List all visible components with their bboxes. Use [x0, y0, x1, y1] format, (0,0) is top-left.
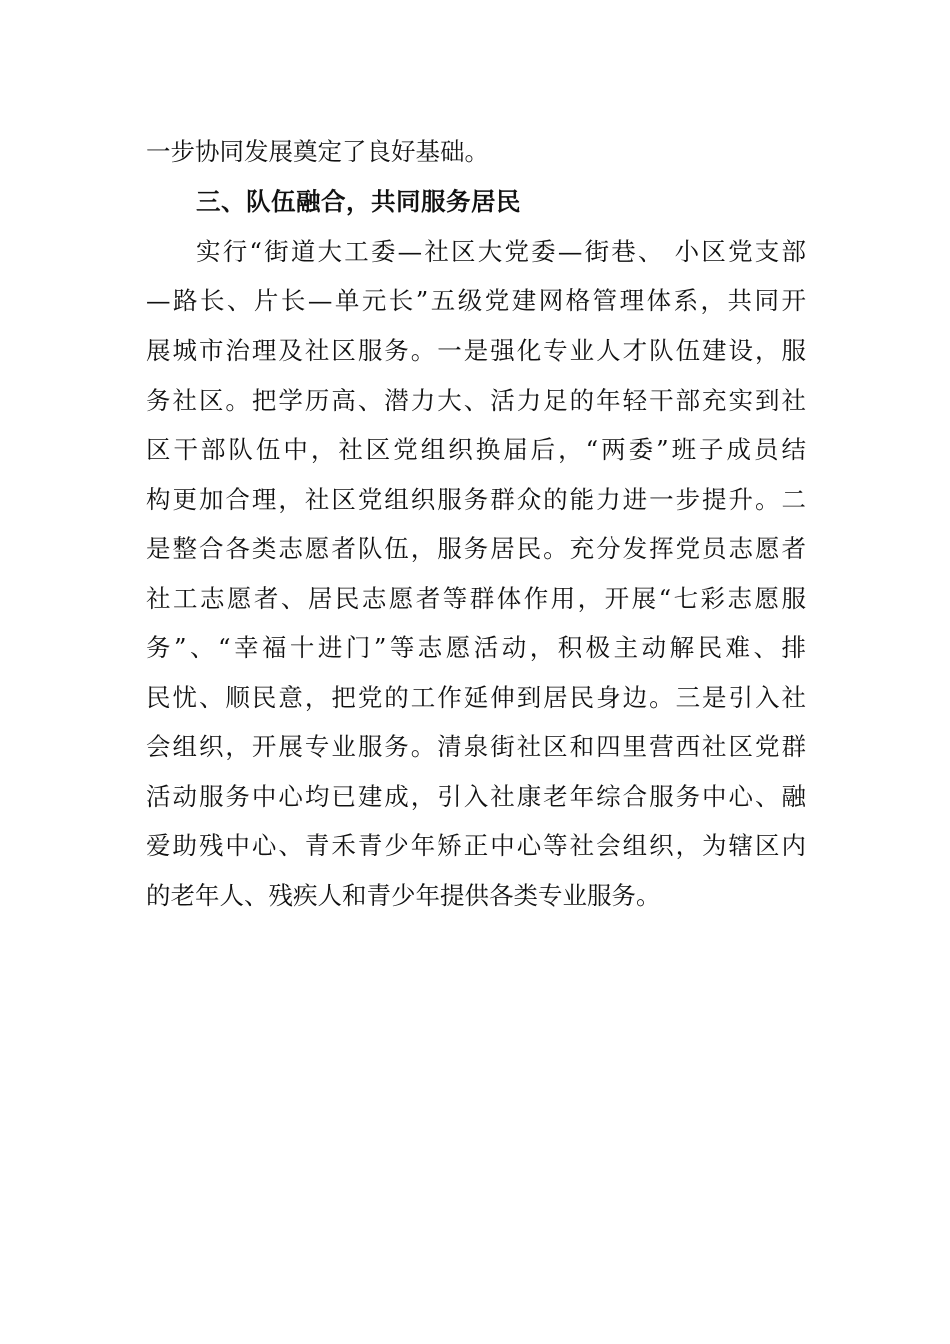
paragraph-line: 展城市治理及社区服务。一是强化专业人才队伍建设，服: [146, 336, 806, 365]
section-heading: 三、队伍融合，共同服务居民: [196, 187, 521, 216]
paragraph-line: 区干部队伍中，社区党组织换届后，“两委”班子成员结: [146, 435, 806, 464]
paragraph-line: 活动服务中心均已建成，引入社康老年综合服务中心、融: [146, 782, 806, 811]
paragraph-line: 实行“街道大工委—社区大党委—街巷、 小区党支部: [196, 237, 806, 266]
paragraph-line: 是整合各类志愿者队伍，服务居民。充分发挥党员志愿者: [146, 534, 806, 563]
paragraph-line: 一步协同发展奠定了良好基础。: [146, 137, 489, 166]
paragraph-line: 爱助残中心、青禾青少年矫正中心等社会组织，为辖区内: [146, 831, 806, 860]
paragraph-line: 社工志愿者、居民志愿者等群体作用，开展“七彩志愿服: [146, 584, 806, 613]
paragraph-line: 务”、“幸福十进门”等志愿活动，积极主动解民难、排: [146, 633, 806, 662]
paragraph-line: 构更加合理，社区党组织服务群众的能力进一步提升。二: [146, 485, 806, 514]
paragraph-line: 务社区。把学历高、潜力大、活力足的年轻干部充实到社: [146, 386, 806, 415]
paragraph-line: —路长、片长—单元长”五级党建网格管理体系，共同开: [146, 286, 806, 315]
paragraph-line: 民忧、顺民意，把党的工作延伸到居民身边。三是引入社: [146, 683, 806, 712]
paragraph-line: 会组织，开展专业服务。清泉街社区和四里营西社区党群: [146, 732, 806, 761]
paragraph-line: 的老年人、残疾人和青少年提供各类专业服务。: [146, 881, 661, 910]
